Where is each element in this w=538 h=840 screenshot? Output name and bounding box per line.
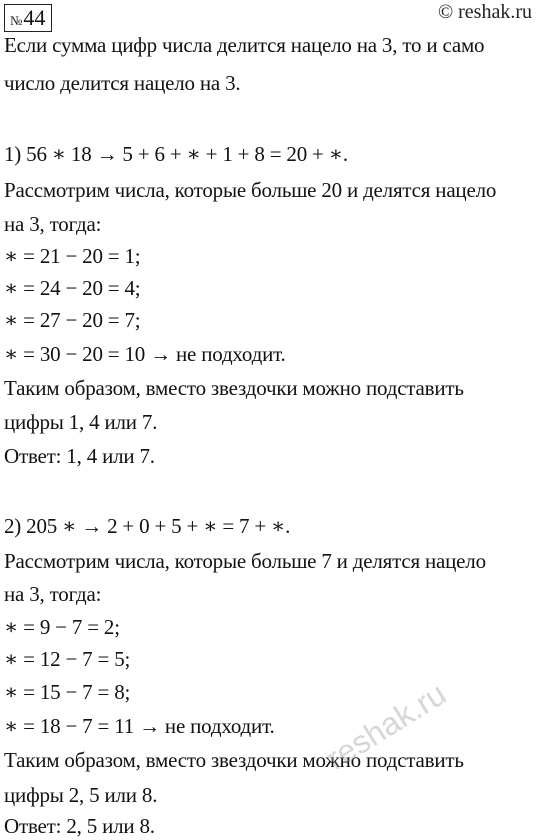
part1-calc-3: ∗ = 27 − 20 = 7; <box>4 308 141 332</box>
part1-conclusion-2: цифры 1, 4 или 7. <box>4 410 158 434</box>
task-number-badge <box>4 4 52 32</box>
part1-calc-4: ∗ = 30 − 20 = 10 → не подходит. <box>4 342 286 366</box>
rule-line-1: Если сумма цифр числа делится нацело на 3, то и само <box>4 33 485 57</box>
part2-conclusion-2: цифры 2, 5 или 8. <box>4 783 158 807</box>
part2-conclusion-1: Таким образом, вместо звездочки можно подставить <box>4 748 464 772</box>
part1-calc-1: ∗ = 21 − 20 = 1; <box>4 244 141 268</box>
diagonal-watermark: reshak.ru <box>320 675 453 777</box>
part2-calc-2: ∗ = 12 − 7 = 5; <box>4 647 131 671</box>
part2-calc-1: ∗ = 9 − 7 = 2; <box>4 615 120 639</box>
part1-calc-2: ∗ = 24 − 20 = 4; <box>4 276 141 300</box>
part1-answer: Ответ: 1, 4 или 7. <box>4 444 155 468</box>
part1-conclusion-1: Таким образом, вместо звездочки можно подставить <box>4 376 464 400</box>
part2-expression: 2) 205 ∗ → 2 + 0 + 5 + ∗ = 7 + ∗. <box>4 514 291 538</box>
part2-text-1: Рассмотрим числа, которые больше 7 и делятся нацело <box>4 549 486 573</box>
part2-calc-4: ∗ = 18 − 7 = 11 → не подходит. <box>4 714 275 738</box>
part1-text-2: на 3, тогда: <box>4 212 102 236</box>
part1-text-1: Рассмотрим числа, которые больше 20 и делятся нацело <box>4 178 497 202</box>
part2-calc-3: ∗ = 15 − 7 = 8; <box>4 680 131 704</box>
site-watermark: © reshak.ru <box>437 1 532 23</box>
part1-expression: 1) 56 ∗ 18 → 5 + 6 + ∗ + 1 + 8 = 20 + ∗. <box>4 142 348 166</box>
rule-line-2: число делится нацело на 3. <box>4 71 241 95</box>
number-sign: № <box>10 13 23 28</box>
part2-answer: Ответ: 2, 5 или 8. <box>4 814 155 838</box>
task-number: 44 <box>23 5 46 30</box>
part2-text-2: на 3, тогда: <box>4 582 102 606</box>
